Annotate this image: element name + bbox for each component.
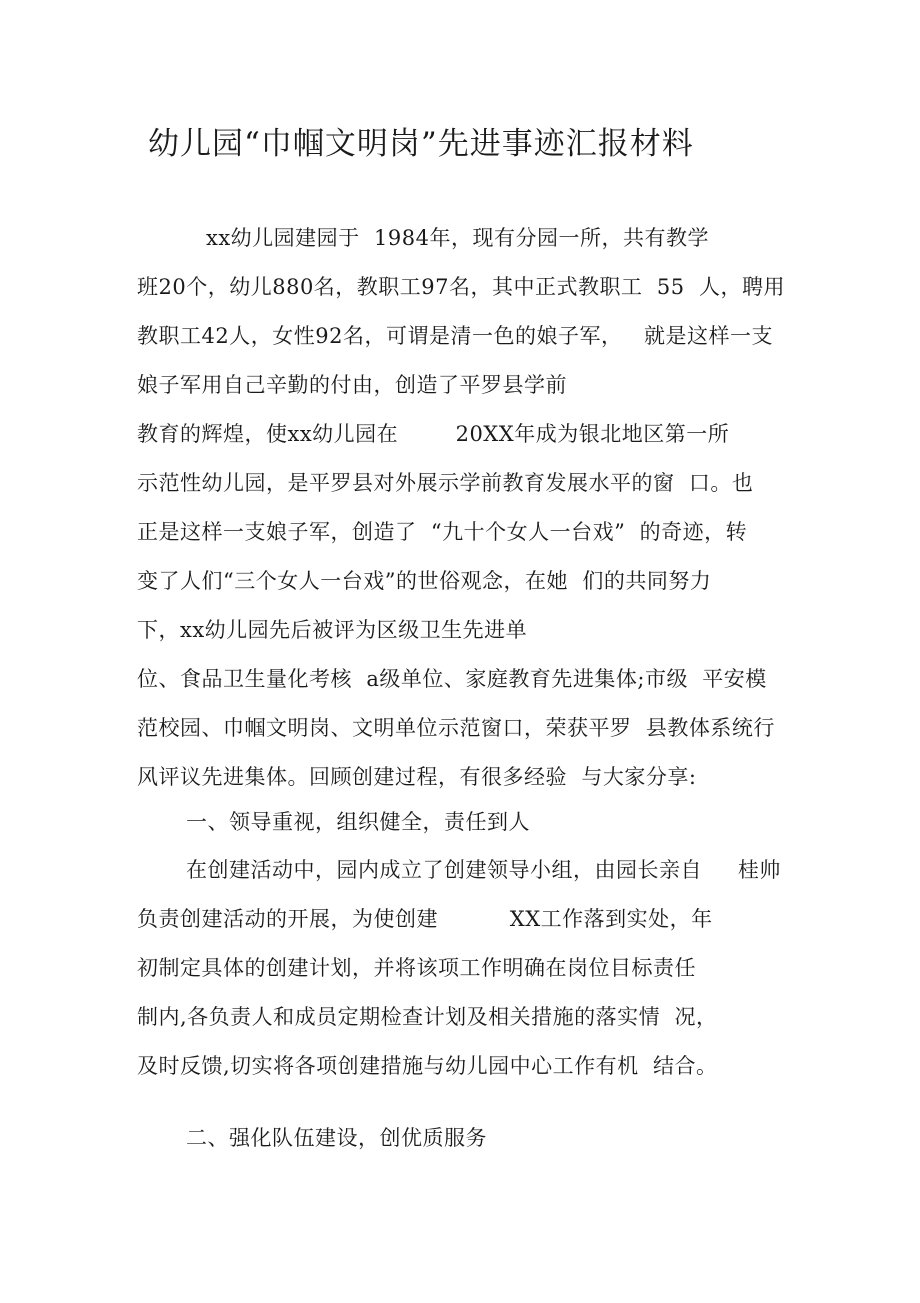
section-heading-2: 二、强化队伍建设，创优质服务 xyxy=(186,1126,487,1150)
paragraph-line-11: 范校园、巾帼文明岗、文明单位示范窗口，荣获平罗 县教体系统行 xyxy=(137,716,775,740)
paragraph-line-7: 正是这样一支娘子军，创造了 “九十个女人一台戏” 的奇迹，转 xyxy=(137,520,748,544)
section-heading-1: 一、领导重视，组织健全，责任到人 xyxy=(186,810,530,834)
paragraph-line-4: 娘子军用自己辛勤的付由，创造了平罗县学前 xyxy=(137,373,567,397)
paragraph-line-5: 教育的辉煌，使xx幼儿园在 20XX年成为银北地区第一所 xyxy=(137,422,730,446)
paragraph-line-16: 制内,各负责人和成员定期检查计划及相关措施的落实情 况， xyxy=(137,1005,718,1029)
paragraph-line-6: 示范性幼儿园，是平罗县对外展示学前教育发展水平的窗 口。也 xyxy=(137,471,754,495)
paragraph-line-9: 下，xx幼儿园先后被评为区级卫生先进单 xyxy=(137,618,528,642)
paragraph-line-1: xx幼儿园建园于 1984年，现有分园一所，共有教学 xyxy=(206,226,709,250)
paragraph-line-2: 班20个，幼儿880名，教职工97名，其中正式教职工 55 人，聘用 xyxy=(137,275,785,299)
paragraph-line-14: 负责创建活动的开展，为使创建 XX工作落到实处，年 xyxy=(137,907,713,931)
paragraph-line-3: 教职工42人，女性92名，可谓是清一色的娘子军， 就是这样一支 xyxy=(137,324,773,348)
paragraph-line-15: 初制定具体的创建计划，并将该项工作明确在岗位目标责任 xyxy=(137,956,696,980)
paragraph-line-17: 及时反馈,切实将各项创建措施与幼儿园中心工作有机 结合。 xyxy=(137,1054,718,1078)
paragraph-line-8: 变了人们“三个女人一台戏”的世俗观念，在她 们的共同努力 xyxy=(137,569,712,593)
paragraph-line-12: 风评议先进集体。回顾创建过程，有很多经验 与大家分享: xyxy=(137,765,697,789)
paragraph-line-10: 位、食品卫生量化考核 a级单位、家庭教育先进集体;市级 平安模 xyxy=(137,667,767,691)
paragraph-line-13: 在创建活动中，园内成立了创建领导小组，由园长亲自 桂帅 xyxy=(186,858,781,882)
document-title: 幼儿园“巾帼文明岗”先进事迹汇报材料 xyxy=(148,126,694,162)
